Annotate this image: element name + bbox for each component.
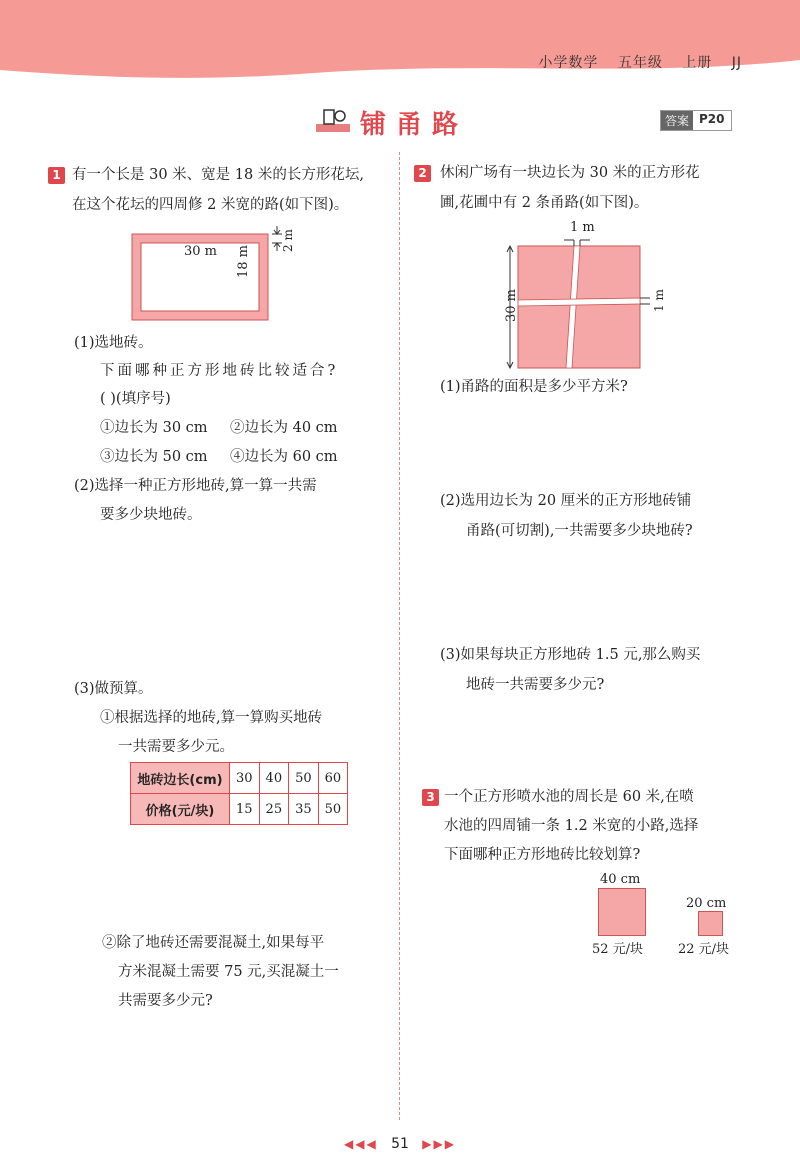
q3-text-line3: 下面哪种正方形地砖比较划算? <box>444 847 641 863</box>
table-cell: 50 <box>318 794 348 825</box>
q3-number: 3 <box>422 789 439 806</box>
page-footer <box>0 1136 800 1152</box>
q1-option-2: ②边长为 40 cm <box>230 420 338 436</box>
next-arrows-icon: ▶▶▶ <box>422 1137 456 1151</box>
q1-fig-length: 30 m <box>184 244 218 259</box>
price-table <box>130 762 348 825</box>
q1-p2-line2: 要多少块地砖。 <box>100 507 202 523</box>
q3-tile1-size: 40 cm <box>600 872 641 887</box>
q3-tile2-price: 22 元/块 <box>678 942 730 957</box>
table-cell: 40 <box>259 763 289 794</box>
header-volume: 上册 <box>682 55 713 71</box>
q2-p3-line1: (3)如果每块正方形地砖 1.5 元,那么购买 <box>440 647 701 663</box>
q1-option-3: ③边长为 50 cm <box>100 449 208 465</box>
q1-p1-title: (1)选地砖。 <box>74 335 153 351</box>
q1-number: 1 <box>48 167 65 184</box>
header-grade: 五年级 <box>617 55 663 71</box>
q3-text-line1: 一个正方形喷水池的周长是 60 米,在喷 <box>444 789 694 805</box>
header-edition: JJ <box>731 55 742 71</box>
q2-fig-side: 30 m <box>504 288 519 322</box>
q1-p3a-line2: 一共需要多少元。 <box>118 739 234 755</box>
table-cell: 50 <box>289 763 319 794</box>
page-title: 铺甬路 <box>360 110 469 140</box>
q1-option-4: ④边长为 60 cm <box>230 449 338 465</box>
table-cell: 60 <box>318 763 348 794</box>
q1-p1-blank[interactable]: ( )(填序号) <box>100 391 171 407</box>
prev-arrows-icon: ◀◀◀ <box>344 1137 378 1151</box>
q2-p1: (1)甬路的面积是多少平方米? <box>440 379 628 395</box>
paving-icon <box>314 106 354 136</box>
q2-p3-line2: 地砖一共需要多少元? <box>466 677 605 693</box>
q1-text-line2: 在这个花坛的四周修 2 米宽的路(如下图)。 <box>72 197 349 213</box>
q1-p3b-line2: 方米混凝土需要 75 元,买混凝土一 <box>118 964 339 980</box>
q1-option-1: ①边长为 30 cm <box>100 420 208 436</box>
q3-tile2-square <box>698 911 723 936</box>
q1-fig-path: 2 m <box>281 229 295 252</box>
header-band <box>0 0 800 90</box>
q3-tile1-price: 52 元/块 <box>592 942 644 957</box>
answer-badge[interactable] <box>660 110 732 131</box>
q2-p2-line1: (2)选用边长为 20 厘米的正方形地砖铺 <box>440 493 692 509</box>
table-header-price: 价格(元/块) <box>131 794 230 825</box>
header-meta <box>524 52 742 72</box>
column-divider <box>399 152 400 1120</box>
q1-p1-question: 下面哪种正方形地砖比较适合? <box>100 363 339 379</box>
table-row <box>131 794 348 825</box>
q2-garden-figure <box>500 232 670 372</box>
answer-page: P20 <box>693 111 731 130</box>
page-number: 51 <box>391 1136 409 1152</box>
table-row <box>131 763 348 794</box>
table-cell: 35 <box>289 794 319 825</box>
q2-fig-right: 1 m <box>652 289 666 312</box>
q2-number: 2 <box>414 165 431 182</box>
q1-p3a-line1: ①根据选择的地砖,算一算购买地砖 <box>100 710 323 726</box>
table-cell: 25 <box>259 794 289 825</box>
table-header-size: 地砖边长(cm) <box>131 763 230 794</box>
q2-text-line1: 休闲广场有一块边长为 30 米的正方形花 <box>440 165 700 181</box>
q2-text-line2: 圃,花圃中有 2 条甬路(如下图)。 <box>440 195 649 211</box>
q3-text-line2: 水池的四周铺一条 1.2 米宽的小路,选择 <box>444 818 699 834</box>
q1-p3b-line3: 共需要多少元? <box>118 993 213 1009</box>
header-subject: 小学数学 <box>538 55 599 71</box>
q1-p3b-line1: ②除了地砖还需要混凝土,如果每平 <box>102 935 325 951</box>
q1-p3-title: (3)做预算。 <box>74 681 153 697</box>
q3-tile1-square <box>598 888 646 936</box>
table-cell: 15 <box>230 794 260 825</box>
table-cell: 30 <box>230 763 260 794</box>
q1-text-line1: 有一个长是 30 米、宽是 18 米的长方形花坛, <box>72 167 364 183</box>
q1-fig-width: 18 m <box>236 244 251 278</box>
q3-tile2-size: 20 cm <box>686 896 727 911</box>
q2-p2-line2: 甬路(可切割),一共需要多少块地砖? <box>466 523 693 539</box>
q2-fig-top: 1 m <box>570 220 595 235</box>
q1-p2-line1: (2)选择一种正方形地砖,算一算一共需 <box>74 478 317 494</box>
answer-label: 答案 <box>661 111 693 130</box>
